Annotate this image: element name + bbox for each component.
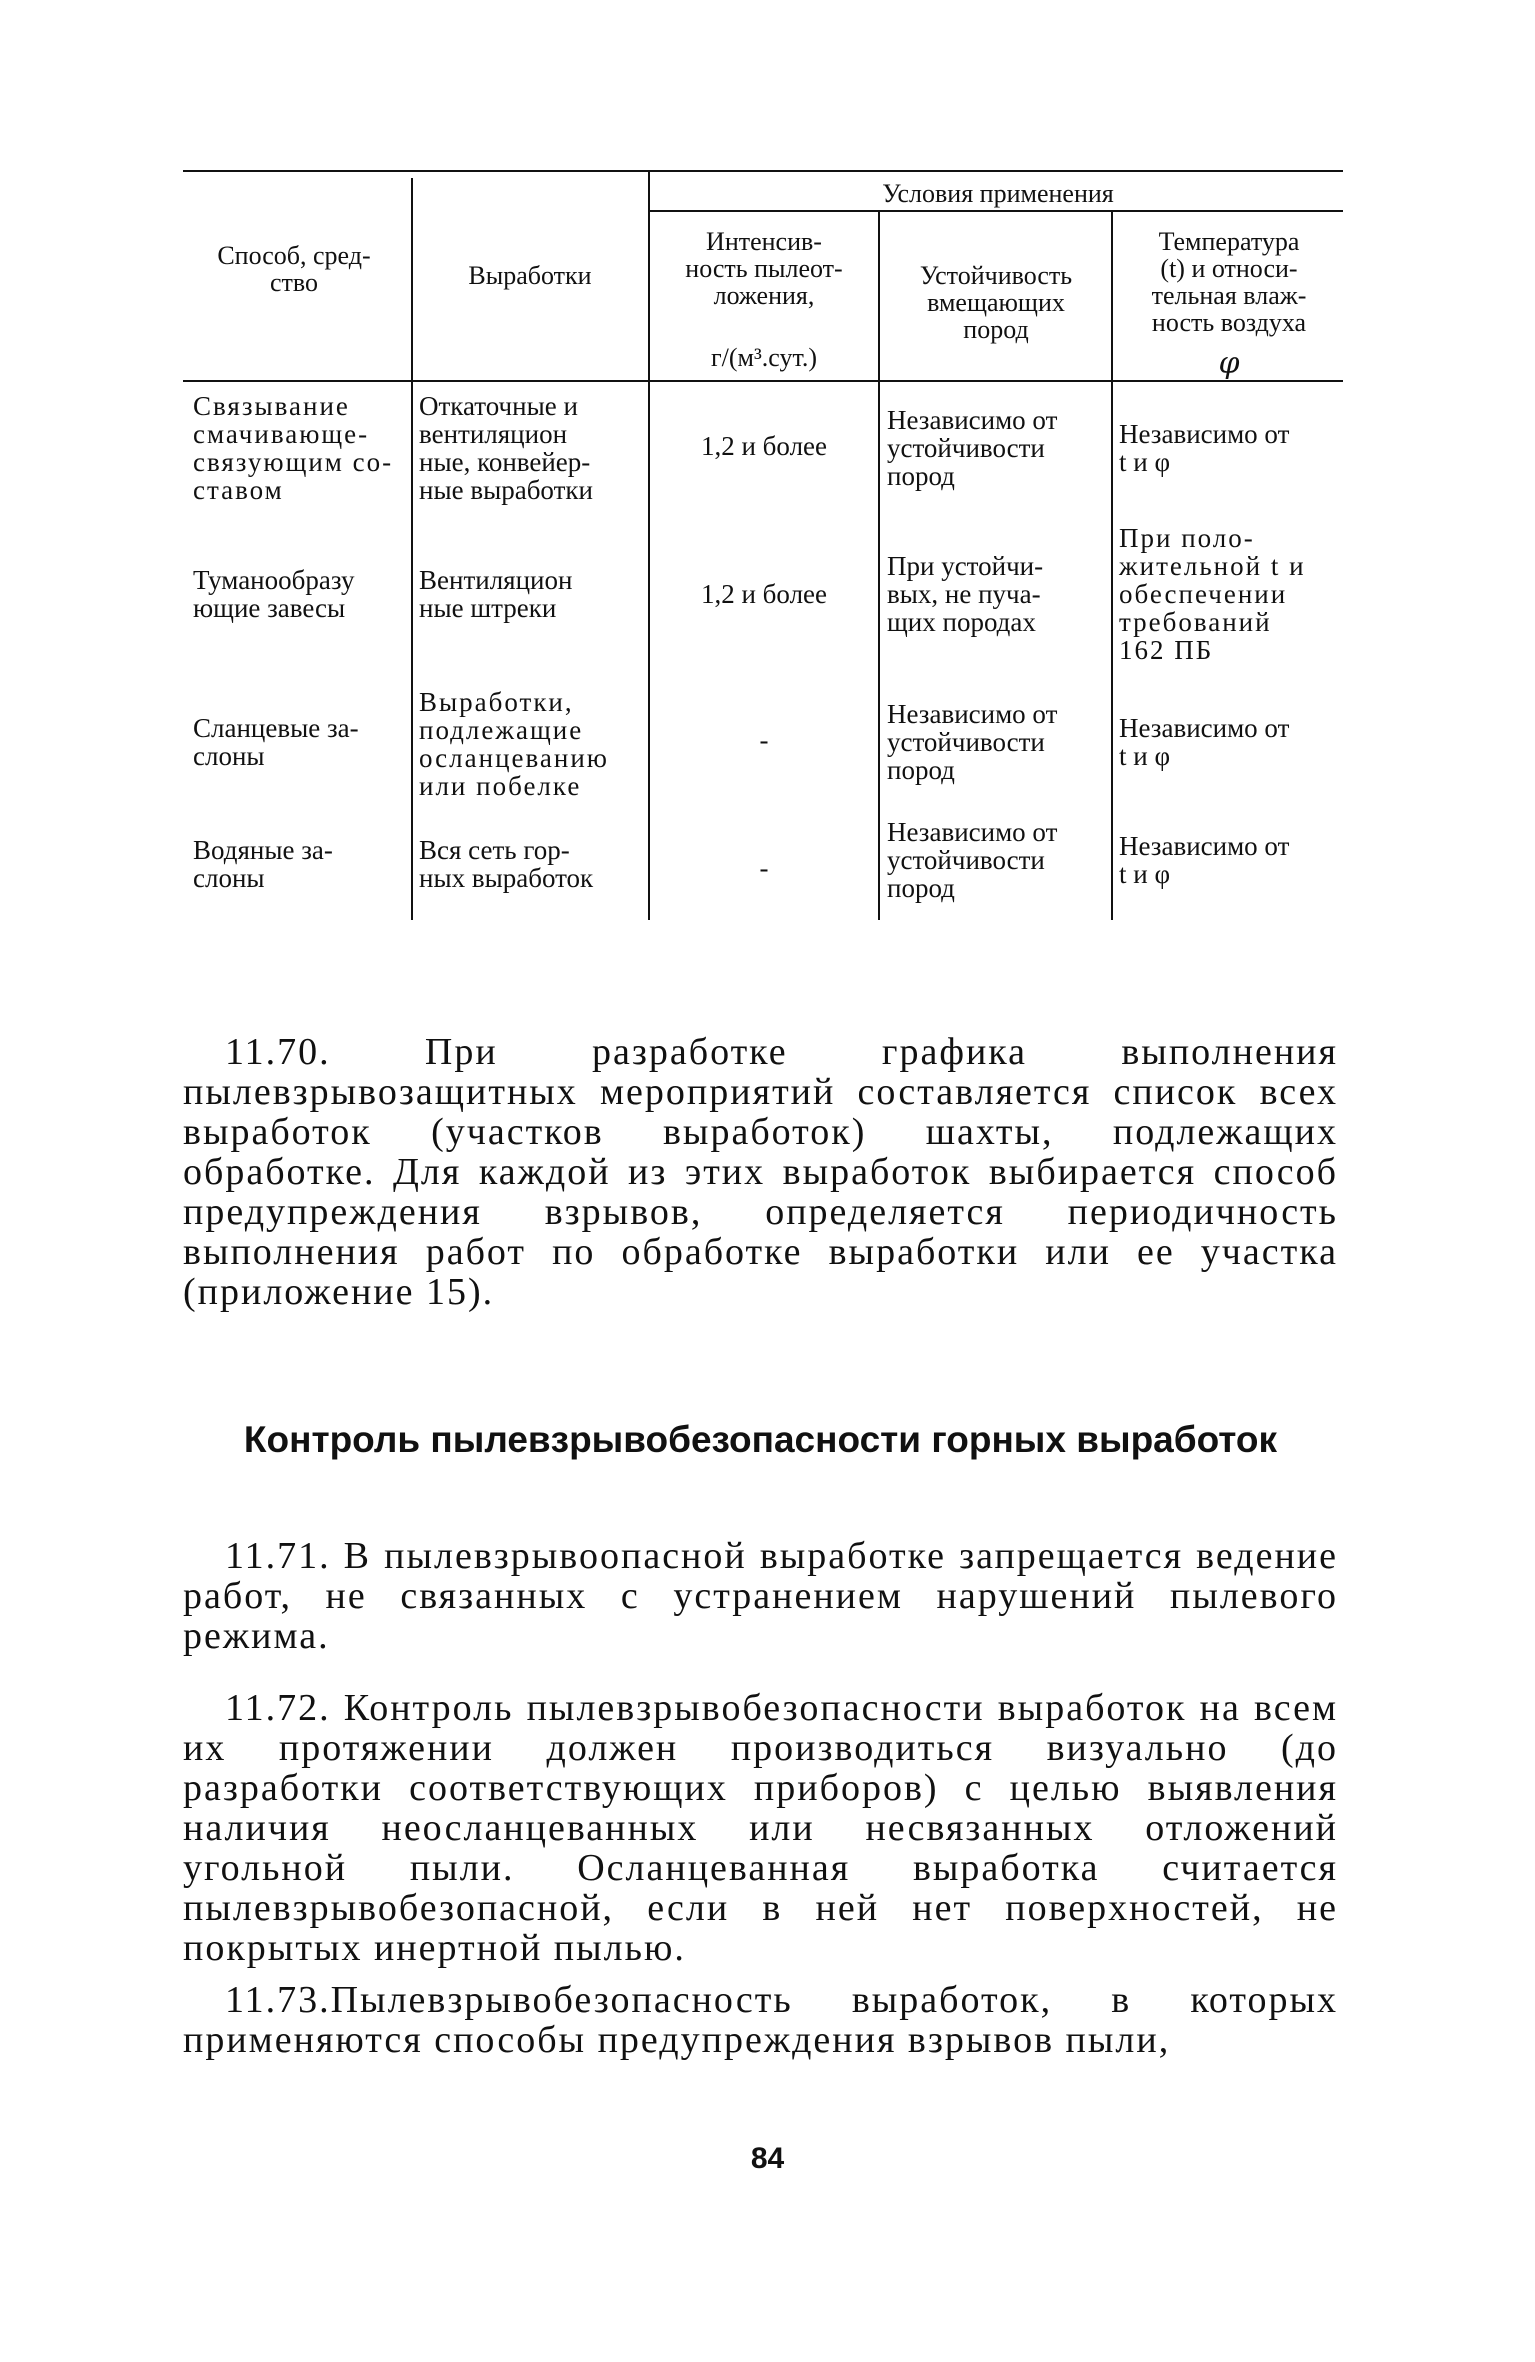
row-4-stability: Независимо от устойчивости пород: [887, 817, 1058, 903]
header-temperature-symbol: φ: [1218, 346, 1240, 381]
row-3-workings: Выработки, подлежащие осланцеванию или побелке: [419, 687, 609, 801]
row-4-workings: Вся сеть гор- ных выработок: [419, 835, 594, 893]
col-divider-1: [411, 178, 413, 920]
row-2-workings: Вентиляцион ные штреки: [419, 565, 573, 623]
header-sub-rule: [648, 210, 1343, 212]
row-4-intensity: -: [759, 853, 769, 883]
paragraph-11-72: [183, 1688, 1338, 1968]
header-conditions: Условия применения: [882, 179, 1114, 208]
header-bottom-rule: [183, 380, 1343, 382]
row-2-temperature: При поло- жительной t и обеспечении требований 162 ПБ: [1119, 523, 1306, 665]
row-3-method: Сланцевые за- слоны: [193, 713, 359, 771]
header-workings: Выработки: [468, 261, 592, 290]
page-number: 84: [750, 2142, 785, 2175]
paragraph-11-70: [183, 1032, 1338, 1312]
row-3-intensity: -: [759, 725, 769, 755]
paragraph-11-73: [183, 1980, 1338, 2060]
header-stability: Устойчивость вмещающих пород: [919, 261, 1073, 344]
row-1-intensity: 1,2 и более: [700, 431, 828, 461]
col-divider-4: [1111, 210, 1113, 920]
row-3-stability: Независимо от устойчивости пород: [887, 699, 1058, 785]
paragraph-11-71: [183, 1536, 1338, 1656]
row-3-temperature: Независимо от t и φ: [1119, 713, 1290, 771]
row-1-stability: Независимо от устойчивости пород: [887, 405, 1058, 491]
table-top-rule: [183, 170, 1343, 172]
paragraph-11-71-text: 11.71. В пылевзрывоопасной выработке запрещается ведение работ, не связанных с устранением нарушений пылевого режима.: [183, 1535, 1338, 1657]
row-1-workings: Откаточные и вентиляцион ные, конвейер- ные выработки: [419, 391, 593, 505]
header-intensity-unit: г/(м³.сут.): [710, 343, 818, 372]
row-1-method: Связывание смачивающе- связующим со- ставом: [193, 391, 394, 505]
header-intensity: Интенсив- ность пылеот- ложения,: [685, 227, 843, 310]
row-4-temperature: Независимо от t и φ: [1119, 831, 1290, 889]
col-divider-2: [648, 170, 650, 920]
section-heading: Контроль пылевзрывобезопасности горных выработок: [243, 1419, 1278, 1460]
paragraph-11-73-text: 11.73.Пылевзрывобезопасность выработок, в которых применяются способы предупреждения взрывов пыли,: [183, 1979, 1338, 2061]
paragraph-11-70-text: 11.70. При разработке графика выполнения пылевзрывозащитных мероприятий составляется список всех выработок (участков выработок) шахты, подлежащих обработке. Для каждой из этих выработок выбирается способ предупреждения взрывов, определяется периодичность выполнения работ по обработке выработки или ее участка (приложение 15).: [183, 1031, 1338, 1313]
col-divider-3: [878, 210, 880, 920]
header-method: Способ, сред- ство: [217, 241, 371, 297]
row-2-intensity: 1,2 и более: [700, 579, 828, 609]
header-temperature: Температура (t) и относи- тельная влаж- ность воздуха: [1151, 227, 1307, 337]
row-4-method: Водяные за- слоны: [193, 835, 333, 893]
row-2-method: Туманообразу ющие завесы: [193, 565, 355, 623]
row-2-stability: При устойчи- вых, не пуча- щих породах: [887, 551, 1044, 637]
row-1-temperature: Независимо от t и φ: [1119, 419, 1290, 477]
paragraph-11-72-text: 11.72. Контроль пылевзрывобезопасности выработок на всем их протяжении должен производиться визуально (до разработки соответствующих приборов) с целью выявления наличия неосланцеванных или несвязанных отложений угольной пыли. Осланцеванная выработка считается пылевзрывобезопасной, если в ней нет поверхностей, не покрытых инертной пылью.: [183, 1687, 1338, 1969]
